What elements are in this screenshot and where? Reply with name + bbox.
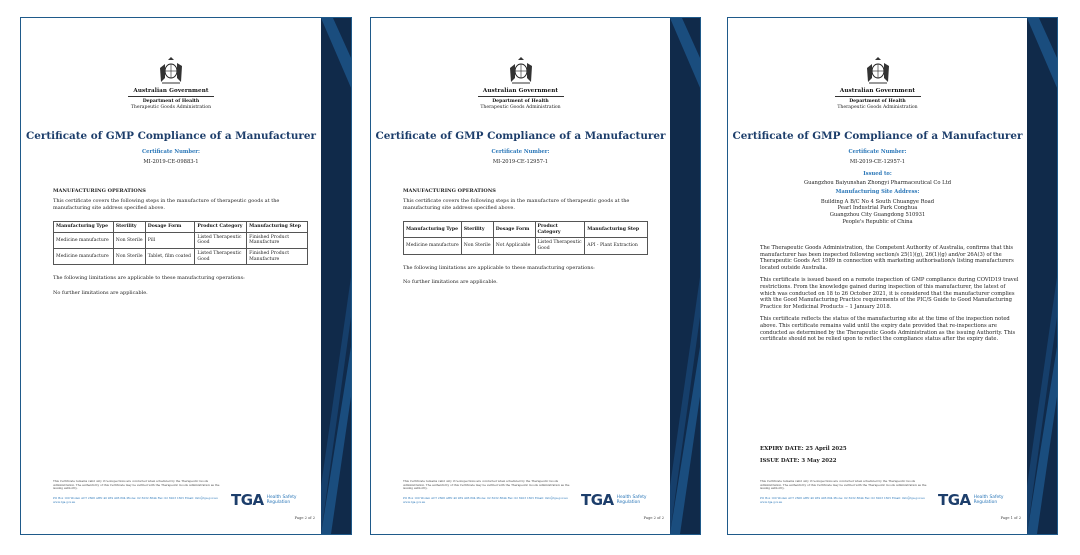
address-line: Guangzhou City Guangdong 510931 [829,211,926,218]
footer-contact: PO Box 100 Woden ACT 2606 ABN 40 939 406 804 Phone: 02 6232 8644 Fax: 02 6203 1605 Email: info@tga.gov.au www.tga.gov.au [760,496,925,504]
limitations-section [53,275,313,296]
tga-logo [231,491,297,509]
table-row [404,238,648,254]
issued-to-company: Guangzhou Baiyunshan Zhongyi Pharmaceutical Co Ltd [803,179,952,186]
column-header: Sterility [113,222,145,233]
department-name: Department of Health [142,98,200,104]
issued-to-label: Issued to: [863,171,892,177]
coat-of-arms-icon [506,56,536,86]
no-limitations-text: No further limitations are applicable. [403,279,498,285]
table-cell: Finished Product Manufacture [247,232,308,248]
certificate-page-1 [20,17,352,535]
body-paragraph: This certificate reflects the status of the manufacturing site at the time of the inspection noted above. This certificate remains valid until the expiry date provided that re-inspections are conducted as determined by the Therapeutic Goods Administration as the issuing Authority. This certificate should not be relied upon to reflect the compliance status after the expiry date. [760,316,1016,343]
tga-logo-text [267,495,297,505]
table-row [54,232,308,248]
tga-logo-mark: TGA [231,491,264,509]
certificate-number: MI-2019-CE-09883-1 [143,159,199,165]
certificate-number-label: Certificate Number: [491,149,550,155]
no-limitations-text: No further limitations are applicable. [53,289,148,296]
tga-logo-mark: TGA [581,491,614,509]
limitations-section [403,265,662,286]
table-header-row [54,222,308,233]
table-cell: Listed Therapeutic Good [195,232,247,248]
band-stripe-icon [670,18,700,534]
government-name: Australian Government [839,88,916,94]
decorative-side-band [670,18,700,534]
tga-logo-line: Health Safety [266,495,297,500]
limitations-text: The following limitations are applicable to these manufacturing operations: [403,264,595,271]
footer-fine-print: This Certificate remains valid only if re-inspections are conducted when scheduled by the Therapeutic Goods Administration. The authenticity of this Certificate may be verified with the Therapeutic Goods Administration as the issuing authority. [760,479,927,491]
operations-heading: MANUFACTURING OPERATIONS [403,188,496,194]
tga-logo [581,491,647,509]
department-name: Department of Health [849,98,906,104]
agency-name: Therapeutic Goods Administration [130,104,212,110]
page-number: Page 1 of 2 [1000,516,1021,520]
header-rule [478,96,564,97]
certificate-title: Certificate of GMP Compliance of a Manufacturer [732,130,1023,142]
table-cell: Non Sterile [113,249,145,265]
certificate-title: Certificate of GMP Compliance of a Manufacturer [375,130,666,142]
tga-logo-line: Health Safety [973,495,1004,500]
table-cell: Tablet, film coated [145,249,195,265]
footer-fine-print: This Certificate remains valid only if re-inspections are conducted when scheduled by the Therapeutic Goods Administration. The authenticity of this Certificate may be verified with the Therapeutic Goods Administration as the issuing authority. [53,479,220,491]
certificate-number: MI-2019-CE-12957-1 [492,159,549,165]
table-header-row [404,222,648,238]
column-header: Product Category [195,222,247,233]
page-number: Page 2 of 2 [294,516,315,520]
body-paragraph: This certificate is issued based on a remote inspection of GMP compliance during COVID19 travel restrictions. From the knowledge gained during inspection of this manufacturer, the latest of which was conducted on 18 to 26 October 2021, it is considered that the manufacturer complies with the Good Manufacturing Practice requirements of the PIC/S Guide to Good Manufacturing Practice for Medicinal Products – 1 January 2018. [760,277,1019,310]
coat-of-arms-icon [156,56,186,86]
column-header: Manufacturing Type [54,222,114,233]
certificate-number-label: Certificate Number: [142,149,200,155]
table-cell: Non Sterile [461,238,493,254]
column-header: Manufacturing Step [585,222,648,238]
tga-logo-text [974,495,1004,505]
operations-table [53,221,308,265]
tga-logo-mark: TGA [938,491,971,509]
decorative-side-band [321,18,351,534]
coat-of-arms-icon [863,56,893,86]
manufacturing-operations [53,188,313,304]
header-rule [835,96,921,97]
address-line: Building A B/C No 4 South Chuangye Road [820,198,935,205]
footer-fine-print: This Certificate remains valid only if re-inspections are conducted when scheduled by the Therapeutic Goods Administration. The authenticity of this Certificate may be verified with the Therapeutic Goods Administration as the issuing authority. [403,479,570,491]
issued-to-block [728,171,1027,225]
site-address-label: Manufacturing Site Address: [835,189,920,196]
government-header [728,88,1027,110]
decorative-side-band [1027,18,1057,534]
operations-text: This certificate covers the following steps in the manufacture of therapeutic goods at the manufacturing site address specified above. [403,198,630,211]
issue-date: ISSUE DATE: 3 May 2022 [760,457,837,464]
page-number: Page 2 of 2 [643,516,664,520]
tga-logo-line: Regulation [616,500,641,505]
certificate-title: Certificate of GMP Compliance of a Manufacturer [26,130,316,142]
site-address [728,199,1027,225]
government-name: Australian Government [482,88,559,94]
certificate-page-2 [370,17,701,535]
column-header: Dosage Form [145,222,195,233]
table-cell: Non Sterile [113,232,145,248]
operations-text: This certificate covers the following steps in the manufacture of therapeutic goods at the manufacturing site address specified above. [53,198,280,211]
operations-table [403,221,648,254]
government-header [21,88,321,110]
table-cell: Medicine manufacture [54,232,114,248]
footer-contact: PO Box 100 Woden ACT 2606 ABN 40 939 406 804 Phone: 02 6232 8644 Fax: 02 6203 1605 Email: info@tga.gov.au www.tga.gov.au [53,496,218,504]
column-header: Manufacturing Type [404,222,462,238]
agency-name: Therapeutic Goods Administration [480,104,561,110]
band-stripe-icon [1027,18,1057,534]
expiry-date: EXPIRY DATE: 25 April 2025 [760,446,847,452]
table-cell: Listed Therapeutic Good [535,238,585,254]
table-cell: Medicine manufacture [54,249,114,265]
limitations-text: The following limitations are applicable to these manufacturing operations: [53,275,245,282]
agency-name: Therapeutic Goods Administration [837,104,918,110]
address-line: Pearl Industrial Park Conghua [837,205,918,212]
tga-logo-line: Regulation [973,500,998,505]
column-header: Product Category [535,222,585,238]
header-rule [128,96,214,97]
table-cell: Finished Product Manufacture [247,249,308,265]
table-cell: Not Applicable [493,238,535,254]
tga-logo-text [617,495,647,505]
government-name: Australian Government [133,88,209,94]
certificate-body [760,245,1021,349]
certificate-number: MI-2019-CE-12957-1 [849,159,906,165]
tga-logo [938,491,1004,509]
manufacturing-operations [403,188,662,293]
operations-heading: MANUFACTURING OPERATIONS [53,188,146,194]
table-row [54,249,308,265]
band-stripe-icon [321,18,351,534]
address-line: People's Republic of China [842,218,913,225]
column-header: Manufacturing Step [247,222,308,233]
government-header [371,88,670,110]
tga-logo-line: Regulation [266,500,291,505]
table-cell: Pill [145,232,195,248]
department-name: Department of Health [492,98,549,104]
certificate-page-3 [727,17,1058,535]
body-paragraph: The Therapeutic Goods Administration, the Competent Authority of Australia, confirms that this manufacturer has been inspected following section/s 25(1)(g), 26(1)(g) and/or 26A(3) of the Therapeutic Goods Act 1989 in connection with marketing authorisation/s listing manufacturers located outside Australia. [760,245,1014,271]
table-cell: Medicine manufacture [404,238,462,254]
tga-logo-line: Health Safety [616,495,647,500]
table-cell: Listed Therapeutic Good [195,249,247,265]
column-header: Dosage Form [493,222,535,238]
table-cell: API - Plant Extraction [585,238,648,254]
footer-contact: PO Box 100 Woden ACT 2606 ABN 40 939 406 804 Phone: 02 6232 8644 Fax: 02 6203 1605 Email: info@tga.gov.au www.tga.gov.au [403,496,568,504]
certificate-dates [760,446,847,469]
certificate-number-label: Certificate Number: [848,149,907,155]
column-header: Sterility [461,222,493,238]
